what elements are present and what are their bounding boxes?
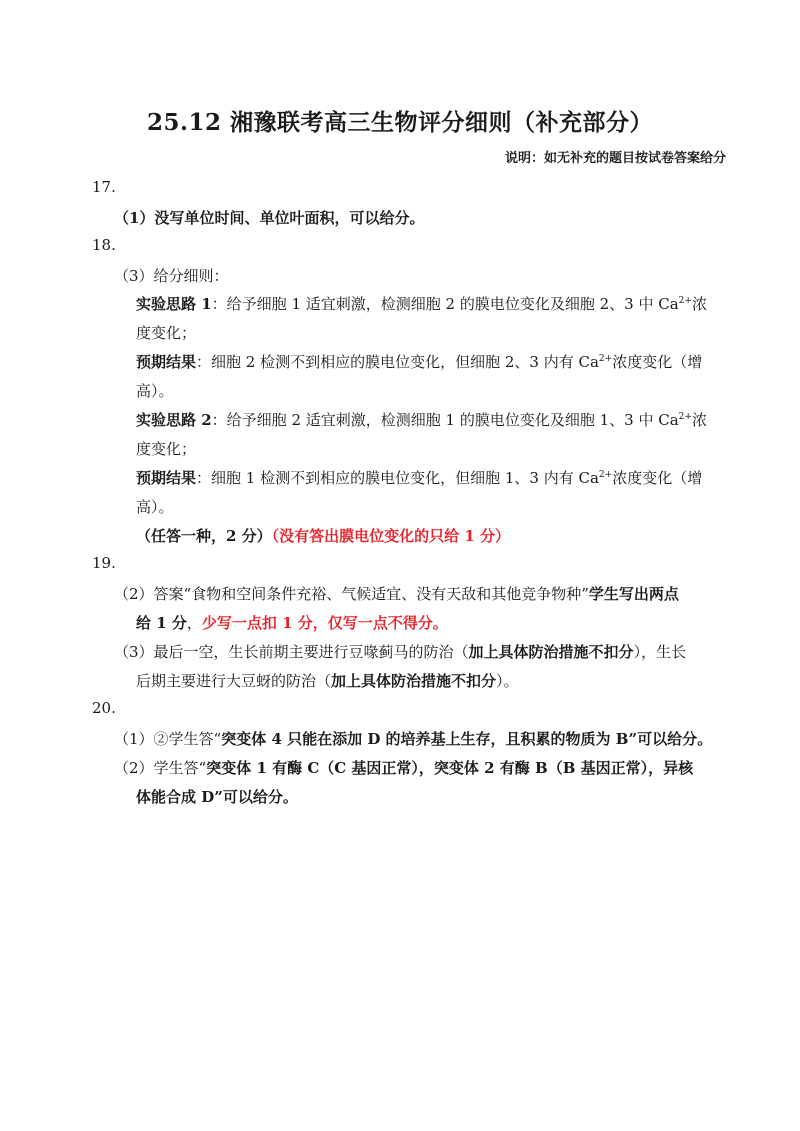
q20-item-2-continued	[136, 786, 298, 807]
q19-item-3-bold: 加上具体防治措施不扣分	[468, 643, 634, 661]
q19-item-3-text	[114, 641, 686, 662]
q18-result-2-text	[136, 467, 702, 488]
question-19-number: 19.	[92, 554, 116, 572]
q18-result-1-tail: 浓度变化（增	[612, 353, 703, 371]
q18-result-2-sup: 2+	[598, 470, 613, 480]
q18-result-1-text	[136, 351, 702, 372]
q18-idea-2-text	[136, 409, 707, 430]
q18-result-2-label: 预期结果	[136, 469, 197, 487]
q20-item-2-cont-tail: ”可以给分。	[214, 788, 298, 806]
q19-item-2-red: 少写一点扣 1 分，仅写一点不得分。	[201, 614, 448, 632]
q18-item-3-heading	[114, 265, 229, 286]
q18-result-1-line	[136, 351, 728, 372]
q18-idea-1-sup: 2+	[678, 296, 692, 306]
q18-score-bold: （任答一种，2 分）	[136, 527, 272, 545]
q20-item-1-body: （1）②学生答“	[114, 730, 222, 748]
q18-idea-2-label: 实验思路 2	[136, 411, 212, 429]
q19-item-3-tail: ），生长	[633, 643, 687, 661]
q19-item-2-text	[114, 583, 679, 604]
q19-item-2-line	[114, 583, 728, 604]
question-18-number: 18.	[92, 236, 116, 254]
q18-result-2-continued: 高）。	[136, 498, 174, 516]
q18-score-line	[136, 525, 510, 546]
q18-result-1-sup: 2+	[598, 354, 613, 364]
q20-item-1-bold: 突变体 4 只能在添加 D 的培养基上生存，且积累的物质为 B	[221, 730, 629, 748]
q18-result-1-body: ：细胞 2 检测不到相应的膜电位变化，但细胞 2、3 内有 Ca	[196, 353, 599, 371]
q18-idea-2-body: ：给予细胞 2 适宜刺激，检测细胞 1 的膜电位变化及细胞 1、3 中 Ca	[211, 411, 679, 429]
q19-item-2-continued	[136, 612, 448, 633]
q20-item-2-body: （2）学生答“	[114, 759, 207, 777]
q18-idea-2-tail: 浓	[691, 411, 707, 429]
q18-idea-1-line	[136, 293, 728, 314]
q18-idea-2-continued: 度变化；	[136, 440, 197, 458]
q20-item-1-tail: ”可以给分。	[628, 730, 713, 748]
q20-item-2-cont-bold: 体能合成 D	[136, 788, 215, 806]
q18-idea-2-sup: 2+	[678, 412, 692, 422]
q18-result-2-line	[136, 467, 728, 488]
q20-item-2-text	[114, 757, 693, 778]
q18-result-2-body: ：细胞 1 检测不到相应的膜电位变化，但细胞 1、3 内有 Ca	[196, 469, 599, 487]
q18-idea-1-text	[136, 293, 707, 314]
q18-idea-1-label: 实验思路 1	[136, 295, 212, 313]
q20-item-2-bold: 突变体 1 有酶 C（C 基因正常），突变体 2 有酶 B（B 基因正常），异核	[206, 759, 694, 777]
question-17-number: 17.	[92, 178, 116, 196]
q19-item-3-body: （3）最后一空，生长前期主要进行豆喙蓟马的防治（	[114, 643, 469, 661]
q19-item-3-cont-bold: 加上具体防治措施不扣分	[331, 672, 497, 690]
q19-item-3-continued	[136, 670, 519, 691]
q19-item-3-cont-tail: ）。	[496, 672, 519, 690]
q18-score-red: （没有答出膜电位变化的只给 1 分）	[271, 527, 511, 545]
q18-idea-1-body: ：给予细胞 1 适宜刺激，检测细胞 2 的膜电位变化及细胞 2、3 中 Ca	[211, 295, 679, 313]
q18-result-1-continued: 高）。	[136, 382, 174, 400]
q19-item-3-line	[114, 641, 728, 662]
q19-item-2-comma: ，	[186, 614, 202, 632]
q18-idea-2-line	[136, 409, 728, 430]
q17-item-1: （1）没写单位时间、单位叶面积，可以给分。	[114, 209, 425, 227]
q19-item-2-bold: 学生写出两点	[588, 585, 679, 603]
question-20-number: 20.	[92, 699, 116, 717]
q18-result-2-tail: 浓度变化（增	[612, 469, 703, 487]
q18-result-1-label: 预期结果	[136, 353, 197, 371]
q18-idea-1-tail: 浓	[691, 295, 707, 313]
q20-item-2-line	[114, 757, 728, 778]
page-note: 说明：如无补充的题目按试卷答案给分	[504, 151, 726, 166]
page-title: 25.12 湘豫联考高三生物评分细则（补充部分）	[146, 109, 654, 136]
q19-item-3-cont-body: 后期主要进行大豆蚜的防治（	[136, 672, 332, 690]
q18-item-3-heading-text: （3）给分细则：	[114, 267, 229, 285]
q18-idea-1-continued: 度变化；	[136, 324, 197, 342]
q20-item-1-line	[114, 728, 712, 749]
q19-item-2-score: 给 1 分	[136, 614, 187, 632]
q19-item-2-answer: （2）答案“食物和空间条件充裕、气候适宜、没有天敌和其他竞争物种”	[114, 585, 589, 603]
